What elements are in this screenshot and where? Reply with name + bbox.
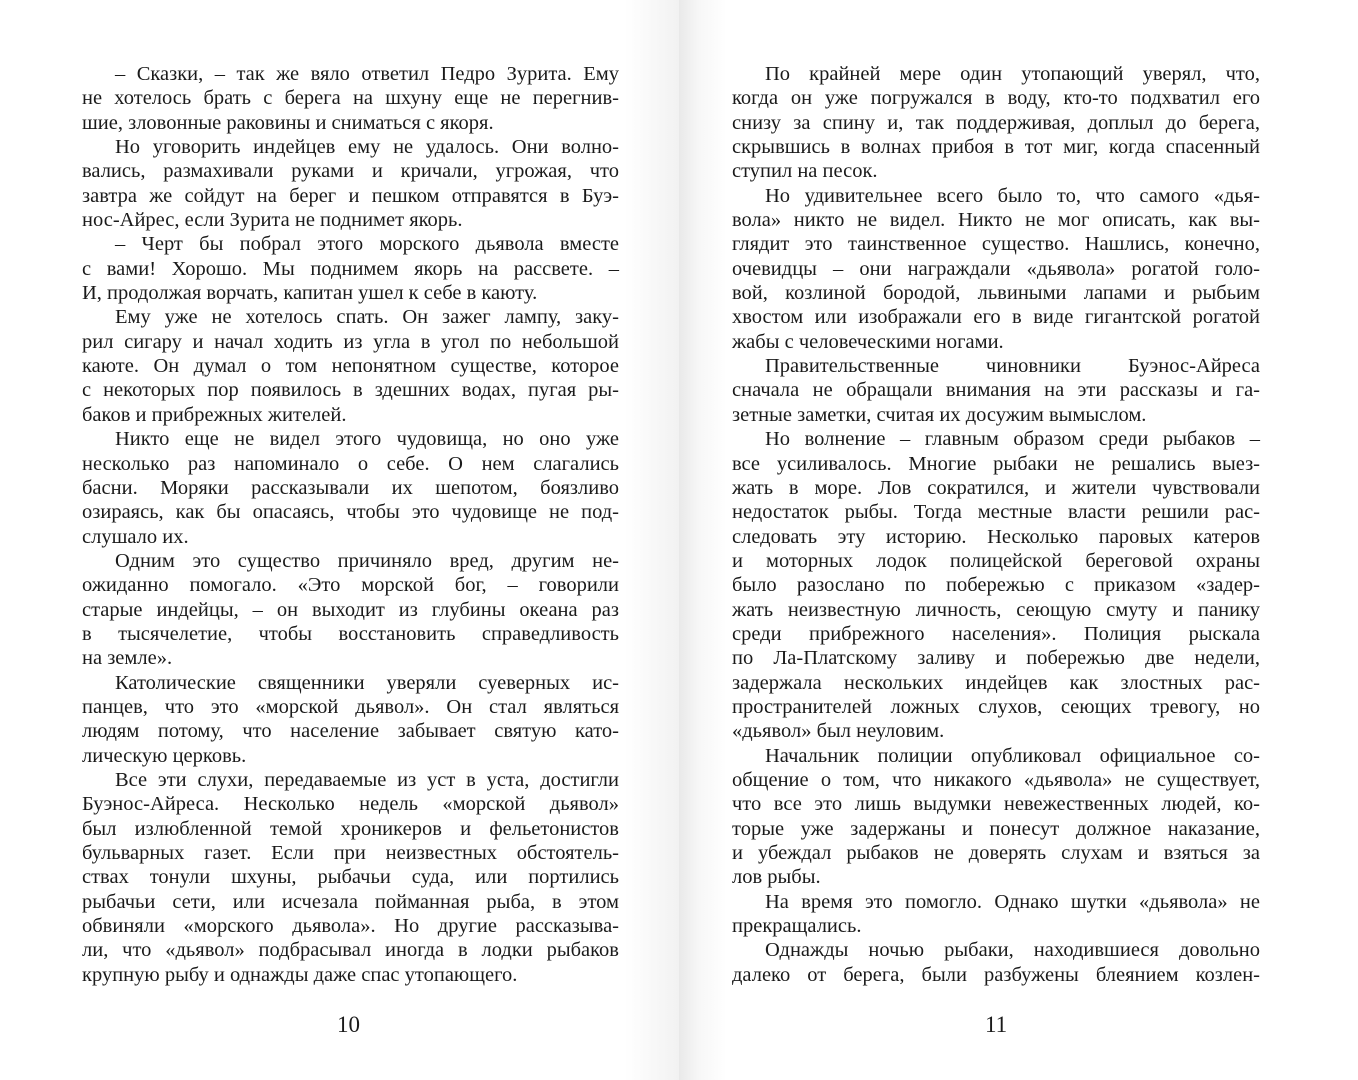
text-line: Но удивительнее всего было то, что самого «дья- — [765, 184, 1260, 207]
text-line: Но уговорить индейцев ему не удалось. Они волно- — [115, 136, 619, 159]
text-line: торые уже задержаны и понесут должное наказание, — [732, 817, 1260, 840]
text-line: каюте. Он думал о том непонятном существе, которое — [82, 355, 619, 378]
text-line: вались, размахивали руками и кричали, угрожая, что — [82, 160, 619, 183]
text-line: бульварных газет. Если при неизвестных обстоятель- — [82, 842, 619, 864]
text-line: ожиданно помогало. «Это морской бог, – говорили — [82, 574, 619, 597]
text-line: было разослано по побережью с приказом «задер- — [732, 574, 1260, 597]
text-line: все усиливалось. Многие рыбаки не решались выез- — [732, 452, 1260, 475]
paragraph — [82, 305, 619, 427]
text-line: людям потому, что население забывает святую като- — [82, 720, 619, 743]
text-line: пространителей ложных слухов, сеющих тревогу, но — [732, 695, 1260, 718]
text-line: – Сказки, – так же вяло ответил Педро Зурита. Ему — [115, 63, 619, 85]
text-line: рыбачьи сети, или исчезала пойманная рыба, в этом — [82, 890, 619, 913]
text-line: Никто еще не видел этого чудовища, но оно уже — [115, 428, 619, 451]
text-line: скрывшись в волнах прибоя в тот миг, когда спасенный — [732, 136, 1260, 159]
text-line: не хотелось брать с берега на шхуну еще не перегнив- — [82, 87, 619, 110]
paragraph — [82, 671, 619, 768]
text-line: По крайней мере один утопающий уверял, что, — [765, 63, 1260, 85]
text-line: задержала нескольких индейцев как злостных рас- — [732, 671, 1260, 694]
paragraph — [732, 744, 1260, 890]
paragraph — [732, 184, 1260, 354]
text-line: И, продолжая ворчать, капитан ушел к себе в каюту. — [82, 282, 538, 305]
paragraph — [732, 938, 1260, 987]
text-line: с некоторых пор появилось в здешних водах, пугая ры- — [82, 379, 619, 402]
text-line: завтра же сойдут на берег и пешком отправятся в Буэ- — [82, 184, 619, 207]
text-line: На время это помогло. Однако шутки «дьявола» не — [765, 890, 1260, 913]
text-line: обвиняли «морского дьявола». Но другие рассказыва- — [82, 915, 619, 938]
text-line: сначала не обращали внимания на эти рассказы и га- — [732, 379, 1260, 402]
text-line: глядит это таинственное существо. Нашлись, конечно, — [732, 233, 1260, 256]
left-page-text — [82, 62, 619, 987]
text-line: очевидцы – они награждали «дьявола» рогатой голо- — [732, 257, 1260, 280]
text-line: панцев, что это «морской дьявол». Он стал являться — [82, 695, 619, 718]
paragraph — [82, 135, 619, 232]
text-line: Правительственные чиновники Буэнос-Айреса — [765, 355, 1260, 378]
text-line: шие, зловонные раковины и сниматься с якоря. — [82, 111, 494, 134]
text-line: зетные заметки, считая их досужим вымыслом. — [732, 403, 1147, 426]
page-number: 11 — [985, 1012, 1008, 1037]
text-line: Ему уже не хотелось спать. Он зажег лампу, заку- — [115, 306, 619, 329]
text-line: Но волнение – главным образом среди рыбаков – — [765, 428, 1260, 451]
text-line: «дьявол» был неуловим. — [732, 720, 945, 743]
text-line: лическую церковь. — [82, 744, 247, 767]
text-line: крупную рыбу и однажды даже спас утопающего. — [82, 963, 518, 986]
text-line: несколько раз напоминало о себе. О нем слагались — [82, 452, 619, 475]
text-line: когда он уже погружался в воду, кто-то подхватил его — [732, 87, 1260, 110]
text-line: лов рыбы. — [732, 866, 821, 889]
text-line: Однажды ночью рыбаки, находившиеся довольно — [765, 939, 1260, 962]
text-line: вола» никто не видел. Никто не мог описать, как вы- — [732, 209, 1260, 232]
paragraph — [732, 62, 1260, 184]
text-line: жабы с человеческими ногами. — [732, 330, 1004, 353]
text-line: Одним это существо причиняло вред, другим не- — [115, 549, 619, 572]
text-line: с вами! Хорошо. Мы поднимем якорь на рассвете. – — [82, 257, 619, 280]
text-line: озираясь, как бы опасаясь, чтобы это чудовище не под- — [82, 501, 619, 524]
text-line: недостаток рыбы. Тогда местные власти решили рас- — [732, 501, 1260, 524]
text-line: – Черт бы побрал этого морского дьявола вместе — [115, 233, 619, 256]
paragraph — [82, 768, 619, 987]
paragraph — [82, 549, 619, 671]
text-line: Буэнос-Айреса. Несколько недель «морской дьявол» — [82, 793, 619, 816]
text-line: Католические священники уверяли суеверных ис- — [115, 671, 619, 694]
text-line: по Ла-Платскому заливу и побережью две недели, — [732, 647, 1260, 670]
text-line: снизу за спину и, так поддерживая, доплыл до берега, — [732, 111, 1260, 134]
text-line: и убеждал рыбаков не доверять слухам и взяться за — [732, 842, 1260, 864]
text-line: ли, что «дьявол» подбрасывал иногда в лодки рыбаков — [82, 939, 619, 962]
text-line: басни. Моряки рассказывали их шепотом, боязливо — [82, 476, 619, 499]
text-line: слушало их. — [82, 525, 189, 548]
paragraph — [82, 232, 619, 305]
text-line: нос-Айрес, если Зурита не поднимет якорь. — [82, 209, 463, 232]
text-line: далеко от берега, были разбужены блеянием козлен- — [732, 963, 1260, 986]
right-page — [679, 0, 1358, 1080]
text-line: был излюбленной темой хроникеров и фельетонистов — [82, 817, 619, 840]
paragraph — [732, 890, 1260, 939]
text-line: старые индейцы, – он выходит из глубины океана раз — [82, 598, 619, 621]
text-line: ступил на песок. — [732, 160, 878, 183]
paragraph — [732, 354, 1260, 427]
right-page-text — [732, 62, 1260, 987]
paragraph — [82, 427, 619, 549]
text-line: что все это лишь выдумки невежественных людей, ко- — [732, 793, 1260, 816]
text-line: в тысячелетие, чтобы восстановить справедливость — [82, 622, 619, 645]
paragraph — [732, 427, 1260, 743]
text-line: жать в море. Лов сократился, и жители чувствовали — [732, 476, 1260, 499]
text-line: и моторных лодок полицейской береговой охраны — [732, 549, 1260, 572]
text-line: Начальник полиции опубликовал официальное со- — [765, 744, 1260, 767]
text-line: баков и прибрежных жителей. — [82, 403, 347, 426]
page-number: 10 — [337, 1012, 360, 1037]
text-line: прекращались. — [732, 915, 862, 938]
text-line: среди прибрежного населения». Полиция рыскала — [732, 622, 1260, 645]
text-line: рил сигару и начал ходить из угла в угол по небольшой — [82, 330, 619, 353]
text-line: ствах тонули шхуны, рыбачьи суда, или портились — [82, 866, 619, 889]
text-line: жать неизвестную личность, сеющую смуту и панику — [732, 598, 1260, 621]
text-line: следовать эту историю. Несколько паровых катеров — [732, 525, 1260, 548]
text-line: Все эти слухи, передаваемые из уст в уста, достигли — [115, 768, 619, 791]
text-line: на земле». — [82, 647, 173, 670]
text-line: общение о том, что никакого «дьявола» не существует, — [732, 768, 1260, 791]
text-line: хвостом или изображали его в виде гигантской рогатой — [732, 306, 1260, 329]
text-line: вой, козлиной бородой, львиными лапами и рыбьим — [732, 282, 1260, 305]
paragraph — [82, 62, 619, 135]
